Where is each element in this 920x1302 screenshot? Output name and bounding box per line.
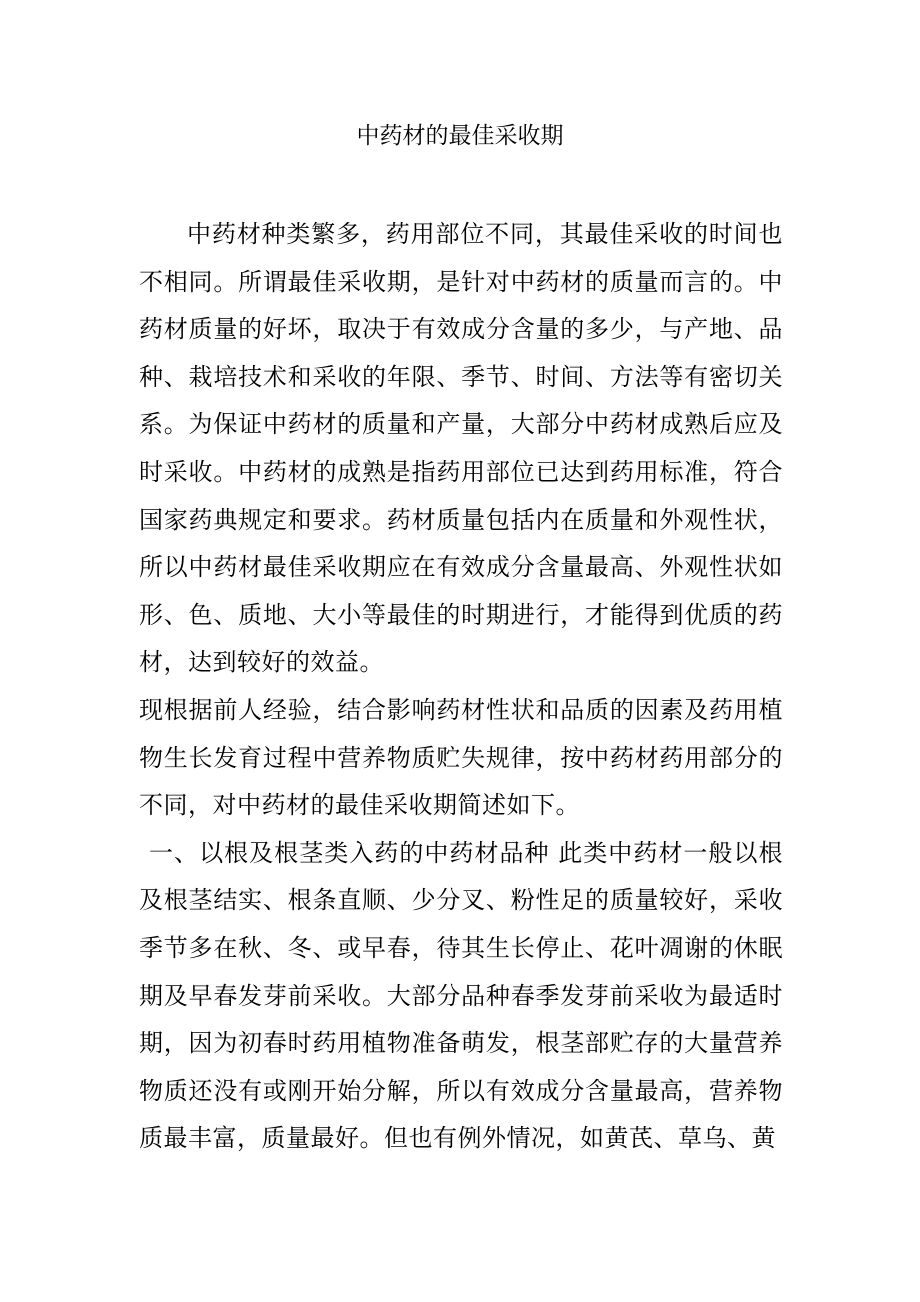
document-body (139, 211, 783, 1163)
paragraph-overview: 现根据前人经验，结合影响药材性状和品质的因素及药用植物生长发育过程中营养物质贮失规律，按中药材药用部分的不同，对中药材的最佳采收期简述如下。 (139, 695, 783, 820)
paragraph-intro: 中药材种类繁多，药用部位不同，其最佳采收的时间也不相同。所谓最佳采收期，是针对中药材的质量而言的。中药材质量的好坏，取决于有效成分含量的多少，与产地、品种、栽培技术和采收的年限、季节、时间、方法等有密切关系。为保证中药材的质量和产量，大部分中药材成熟后应及时采收。中药材的成熟是指药用部位已达到药用标准，符合国家药典规定和要求。药材质量包括内在质量和外观性状，所以中药材最佳采收期应在有效成分含量最高、外观性状如形、色、质地、大小等最佳的时期进行，才能得到优质的药材，达到较好的效益。 (139, 220, 783, 677)
paragraph-section-roots: 一、以根及根茎类入药的中药材品种 此类中药材一般以根及根茎结实、根条直顺、少分叉、粉性足的质量较好，采收季节多在秋、冬、或早春，待其生长停止、花叶凋谢的休眠期及早春发芽前采收。大部分品种春季发芽前采收为最适时期，因为初春时药用植物准备萌发，根茎部贮存的大量营养物质还没有或刚开始分解，所以有效成分含量最高，营养物质最丰富，质量最好。但也有例外情况，如黄芪、草乌、黄 (139, 838, 783, 1153)
document-title: 中药材的最佳采收期 (356, 123, 564, 149)
